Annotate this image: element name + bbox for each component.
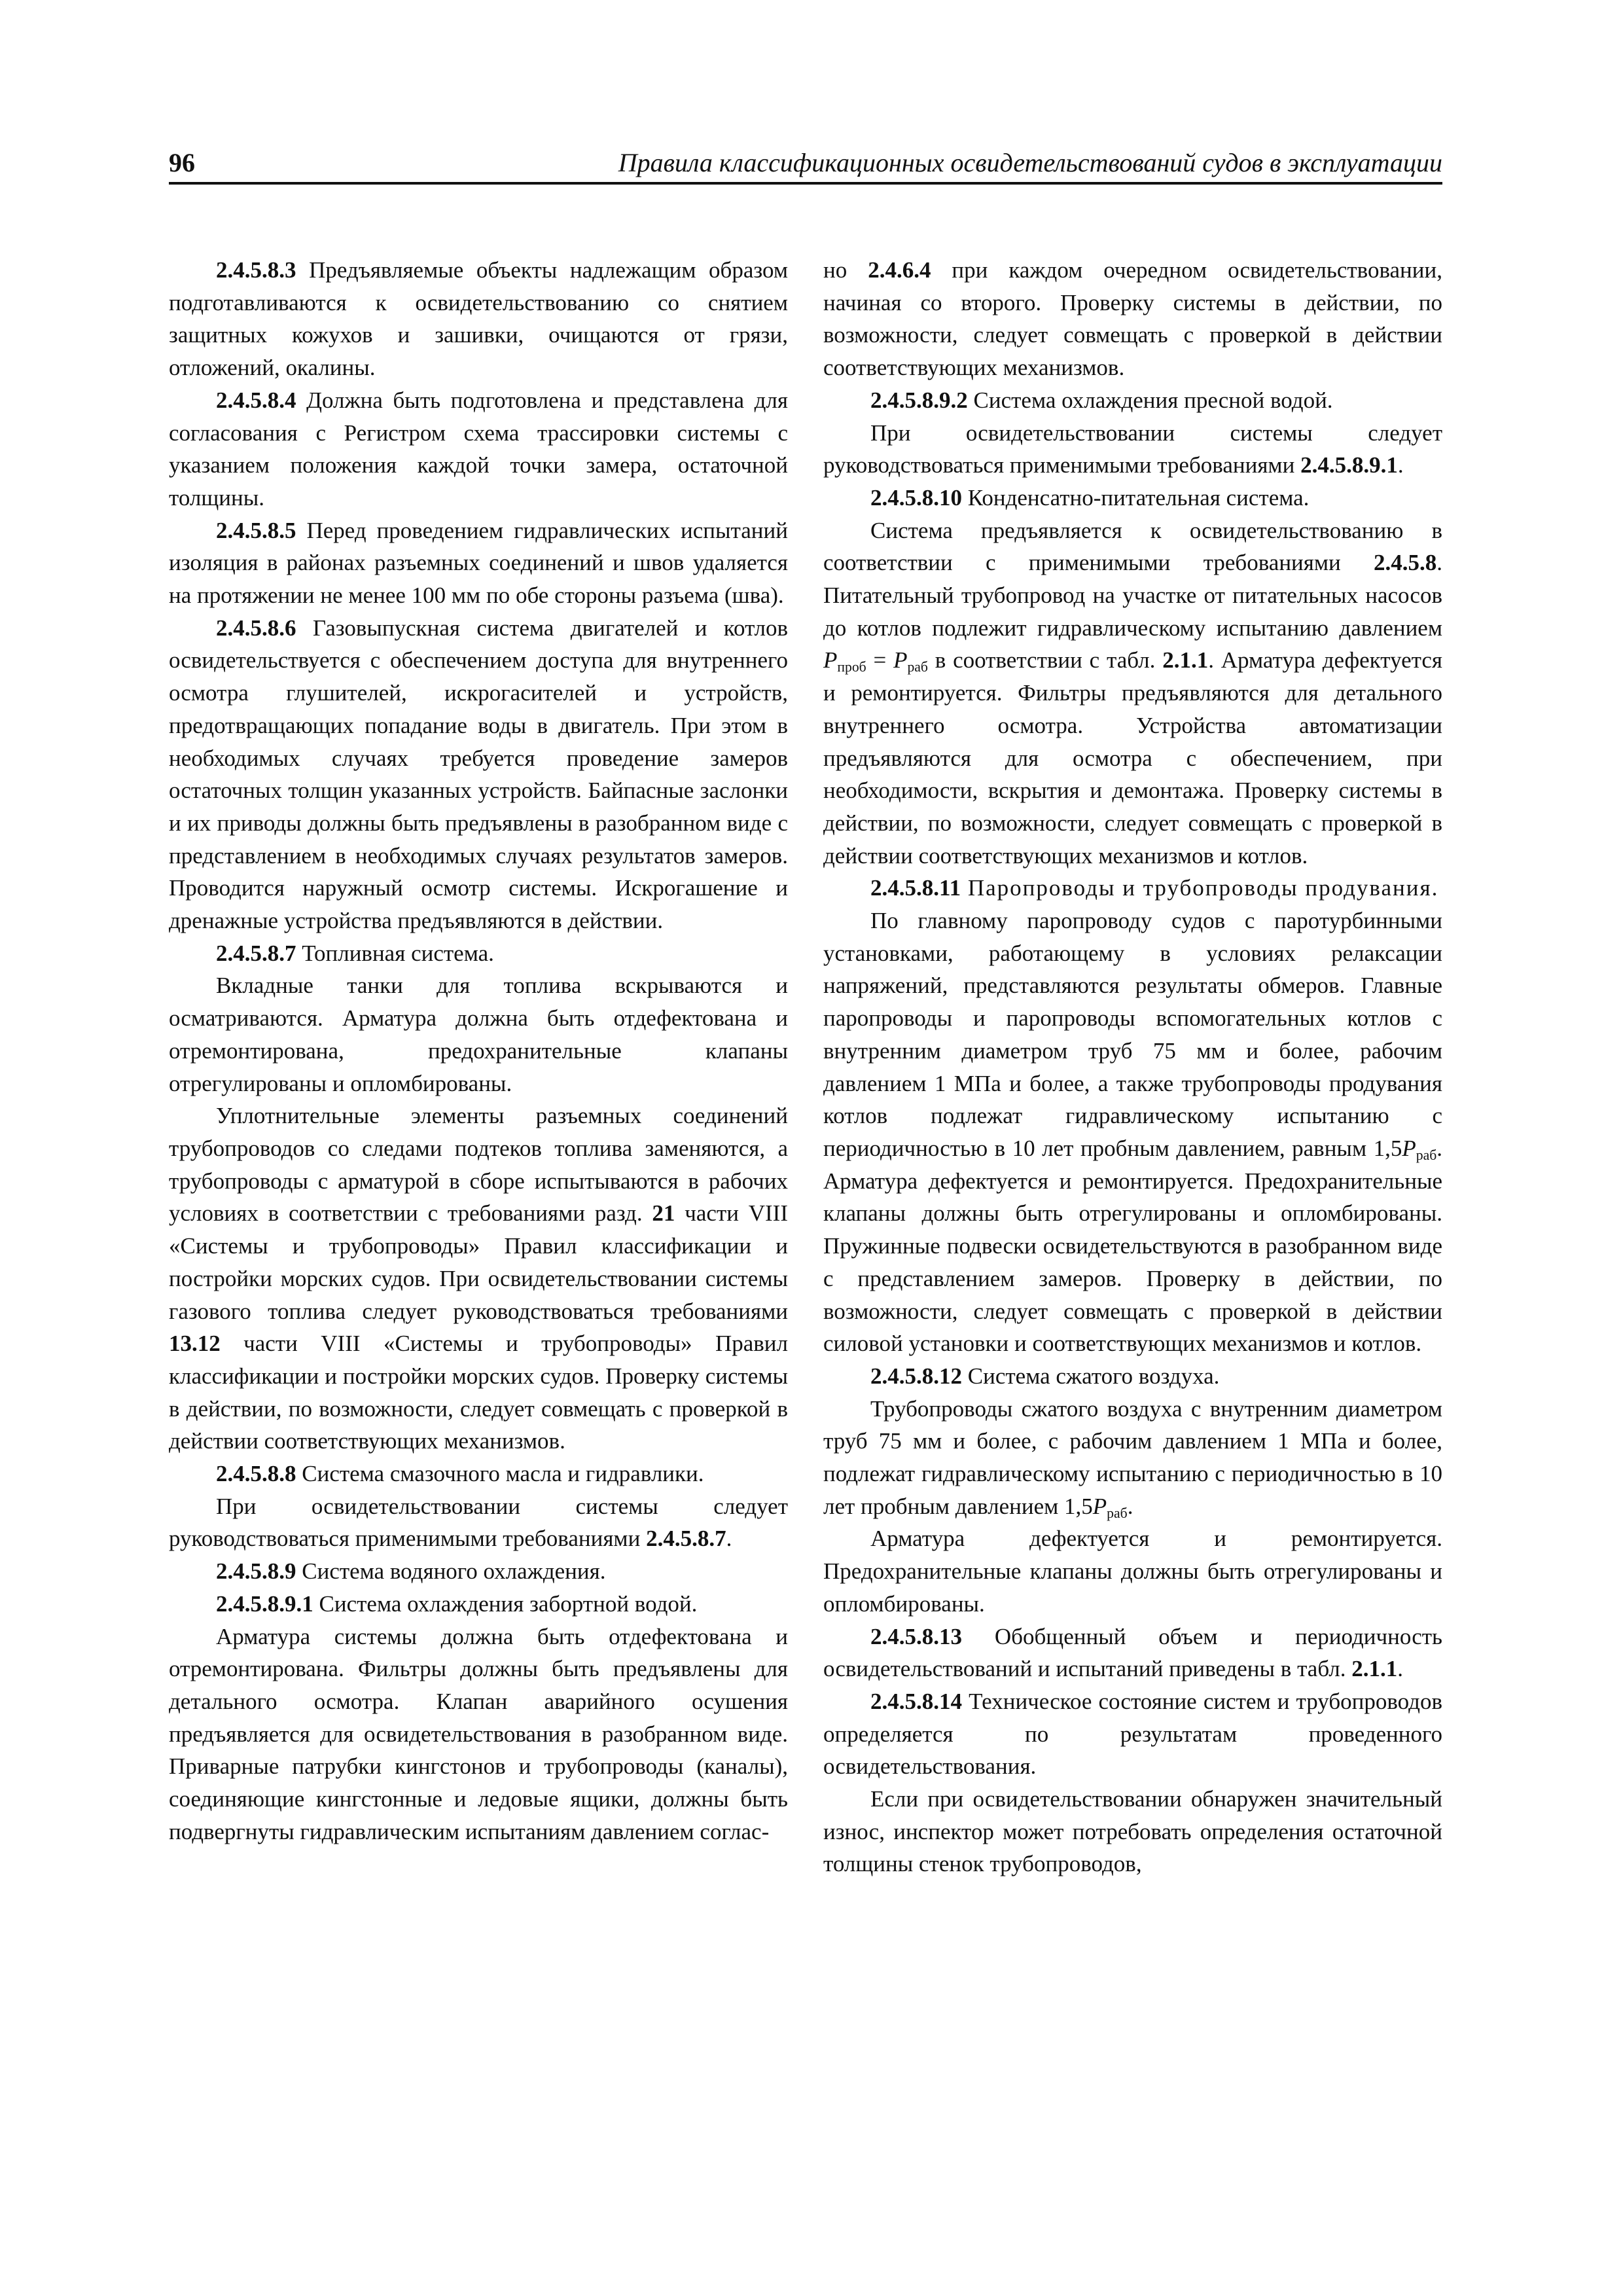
pressure-symbol: P <box>823 647 838 673</box>
clause-number: 2.4.5.8.8 <box>216 1461 296 1487</box>
paragraph-text: Система сжатого воздуха. <box>962 1363 1220 1389</box>
page-number: 96 <box>169 148 195 177</box>
paragraph-air-valves <box>823 1522 1442 1620</box>
paragraph-text: При освидетельствовании системы следует руководствоваться применимыми требованиями <box>169 1493 788 1552</box>
paragraph-continuation <box>823 254 1442 384</box>
section-reference: 21 <box>652 1200 675 1227</box>
paragraph-wear <box>823 1783 1442 1880</box>
paragraph-2-4-5-8-5 <box>169 514 788 612</box>
section-reference: 2.4.5.8.7 <box>646 1526 726 1552</box>
paragraph-text: Паропроводы и трубопроводы продувания. <box>961 875 1439 901</box>
paragraph-text: По главному паропроводу судов с паротурбинными установками, работающему в условиях релаксации напряжений, представляются результаты обмеров. Главные паропроводы и паропроводы вспомогательных котлов с внутренним диаметром труб 75 мм и более, рабочим давлением 1 МПа и более, а также трубопроводы продувания котлов подлежат гидравлическому испытанию с периодичностью в 10 лет пробным давлением, равным 1,5 <box>823 908 1442 1161</box>
paragraph-2-4-5-8-6 <box>169 612 788 937</box>
paragraph-text: Арматура системы должна быть отдефектована и отремонтирована. Фильтры должны быть предъявлены для детального осмотра. Клапан аварийного осушения предъявляется для освидетельствования в разобранном виде. Приварные патрубки кингстонов и трубопроводы (каналы), соединяющие кингстонные и ледовые ящики, должны быть подвергнуты гидравлическим испытаниям давлением соглас- <box>169 1623 788 1844</box>
paragraph-text: Система предъявляется к освидетельствованию в соответствии с применимыми требованиями <box>823 517 1442 576</box>
section-reference: 2.4.6.4 <box>868 257 931 283</box>
paragraph-2-4-5-8-9-2 <box>823 384 1442 417</box>
paragraph-text: но <box>823 257 868 283</box>
paragraph-text: Трубопроводы сжатого воздуха с внутренним диаметром труб 75 мм и более, с рабочим давлением 1 МПа и более, подлежат гидравлическому испытанию с периодичностью в 10 лет пробным давлением 1,5 <box>823 1395 1442 1519</box>
clause-number: 2.4.5.8.12 <box>870 1363 962 1389</box>
paragraph-2-4-5-8-13 <box>823 1621 1442 1685</box>
paragraph-text: . <box>1397 452 1404 478</box>
paragraph-text: Топливная система. <box>296 940 494 966</box>
left-column <box>169 254 788 1848</box>
table-reference: 2.1.1 <box>1351 1656 1398 1682</box>
paragraph-2-4-5-8-4 <box>169 384 788 514</box>
paragraph-2-4-5-8-9 <box>169 1555 788 1588</box>
paragraph-freshwater <box>823 417 1442 482</box>
pressure-symbol: P <box>1402 1135 1416 1161</box>
pressure-subscript: раб <box>1107 1505 1128 1521</box>
paragraph-text: . <box>1397 1656 1403 1682</box>
paragraph-text: . <box>1127 1493 1133 1519</box>
paragraph-text: Система охлаждения забортной водой. <box>313 1590 698 1617</box>
clause-number: 2.4.5.8.9 <box>216 1558 296 1585</box>
clause-number: 2.4.5.8.4 <box>216 387 296 413</box>
paragraph-2-4-5-8-8 <box>169 1458 788 1490</box>
clause-number: 2.4.5.8.11 <box>870 875 961 901</box>
paragraph-2-4-5-8-10 <box>823 482 1442 514</box>
paragraph-fuel-tanks <box>169 969 788 1100</box>
paragraph-2-4-5-8-14 <box>823 1685 1442 1783</box>
paragraph-text: Обобщенный объем и периодичность освидетельствований и испытаний приведены в табл. <box>823 1623 1442 1682</box>
paragraph-compressed-air <box>823 1393 1442 1523</box>
paragraph-text: в соответствии с табл. <box>927 647 1163 673</box>
paragraph-text: Уплотнительные элементы разъемных соединений трубопроводов со следами подтеков топлива заменяются, а трубопроводы с арматурой в сборе испытываются в рабочих условиях в соответствии с требованиями разд. <box>169 1103 788 1227</box>
clause-number: 2.4.5.8.9.2 <box>870 387 968 413</box>
paragraph-text: При освидетельствовании системы следует руководствоваться применимыми требованиями <box>823 420 1442 478</box>
paragraph-lube-oil <box>169 1490 788 1555</box>
clause-number: 2.4.5.8.14 <box>870 1688 962 1714</box>
paragraph-2-4-5-8-11 <box>823 872 1442 905</box>
paragraph-text: . Питательный трубопровод на участке от питательных насосов до котлов подлежит гидравлическому испытанию давлением <box>823 550 1442 641</box>
paragraph-text: Предъявляемые объекты надлежащим образом подготавливаются к освидетельствованию со снятием защитных кожухов и зашивки, очищаются от грязи, отложений, окалины. <box>169 257 788 381</box>
clause-number: 2.4.5.8.7 <box>216 940 296 966</box>
pressure-subscript: раб <box>907 659 928 675</box>
pressure-symbol: P <box>893 647 908 673</box>
section-reference: 13.12 <box>169 1331 221 1357</box>
clause-number: 2.4.5.8.13 <box>870 1623 962 1649</box>
paragraph-text: Техническое состояние систем и трубопроводов определяется по результатам проведенного освидетельствования. <box>823 1688 1442 1780</box>
page-header <box>169 135 1442 185</box>
paragraph-text: Если при освидетельствовании обнаружен значительный износ, инспектор может потребовать определения остаточной толщины стенок трубопроводов, <box>823 1786 1442 1877</box>
pressure-subscript: раб <box>1416 1147 1437 1164</box>
paragraph-text: части VIII «Системы и трубопроводы» Правил классификации и постройки морских судов. При освидетельствовании системы газового топлива следует руководствоваться требованиями <box>169 1200 788 1324</box>
paragraph-text: части VIII «Системы и трубопроводы» Правил классификации и постройки морских судов. Проверку системы в действии, по возможности, следует совмещать с проверкой в действии соответствующих механизмов. <box>169 1331 788 1454</box>
paragraph-fuel-seals <box>169 1100 788 1458</box>
right-column <box>823 254 1442 1880</box>
clause-number: 2.4.5.8.5 <box>216 517 296 543</box>
paragraph-text: Система охлаждения пресной водой. <box>967 387 1333 413</box>
pressure-symbol: P <box>1092 1493 1107 1519</box>
paragraph-text: Вкладные танки для топлива вскрываются и осматриваются. Арматура должна быть отдефектована и отремонтирована, предохранительные клапаны отрегулированы и опломбированы. <box>169 973 788 1096</box>
paragraph-text: . Арматура дефектуется и ремонтируется. Фильтры предъявляются для детального внутреннего осмотра. Устройства автоматизации предъявляются для осмотра с обеспечением, при необходимости, вскрытия и демонтажа. Проверку системы в действии, по возможности, следует совмещать с проверкой в действии соответствующих механизмов и котлов. <box>823 647 1442 869</box>
paragraph-text: Арматура дефектуется и ремонтируется. Предохранительные клапаны должны быть отрегулированы и опломбированы. <box>823 1526 1442 1617</box>
paragraph-steam-pipes <box>823 905 1442 1360</box>
pressure-subscript: проб <box>837 659 866 675</box>
paragraph-text: . Арматура дефектуется и ремонтируется. Предохранительные клапаны должны быть отрегулированы и опломбированы. Пружинные подвески освидетельствуются в разобранном виде с представлением замеров. Проверку в действии, по возможности, следует совмещать с проверкой в действии силовой установки и соответствующих механизмов и котлов. <box>823 1135 1442 1357</box>
equals-sign: = <box>866 647 894 673</box>
clause-number: 2.4.5.8.3 <box>216 257 296 283</box>
clause-number: 2.4.5.8.10 <box>870 484 962 511</box>
table-reference: 2.1.1 <box>1162 647 1209 673</box>
paragraph-2-4-5-8-7 <box>169 937 788 970</box>
paragraph-text: Конденсатно-питательная система. <box>962 484 1310 511</box>
clause-number: 2.4.5.8.6 <box>216 615 296 641</box>
paragraph-text: Система смазочного масла и гидравлики. <box>296 1461 704 1487</box>
paragraph-text: . <box>726 1526 732 1552</box>
paragraph-text: Система водяного охлаждения. <box>296 1558 606 1585</box>
section-reference: 2.4.5.8.9.1 <box>1300 452 1398 478</box>
paragraph-text: Газовыпускная система двигателей и котлов освидетельствуется с обеспечением доступа для внутреннего осмотра глушителей, искрогасителей и устройств, предотвращающих попадание воды в двигатель. При этом в необходимых случаях требуется проведение замеров остаточных толщин указанных устройств. Байпасные заслонки и их приводы должны быть предъявлены в разобранном виде с представлением в необходимых случаях результатов замеров. Проводится наружный осмотр системы. Искрогашение и дренажные устройства предъявляются в действии. <box>169 615 788 934</box>
paragraph-text: Перед проведением гидравлических испытаний изоляция в районах разъемных соединений и швов удаляется на протяжении не менее 100 мм по обе стороны разъема (шва). <box>169 517 788 609</box>
paragraph-seawater-valves <box>169 1621 788 1848</box>
running-title: Правила классификационных освидетельствований судов в эксплуатации <box>618 148 1442 177</box>
paragraph-2-4-5-8-12 <box>823 1360 1442 1393</box>
section-reference: 2.4.5.8 <box>1374 550 1437 576</box>
paragraph-2-4-5-8-3 <box>169 254 788 384</box>
clause-number: 2.4.5.8.9.1 <box>216 1590 313 1617</box>
paragraph-feed-system <box>823 514 1442 872</box>
paragraph-text: Должна быть подготовлена и представлена для согласования с Регистром схема трассировки системы с указанием положения каждой точки замера, остаточной толщины. <box>169 387 788 511</box>
paragraph-text: при каждом очередном освидетельствовании, начиная со второго. Проверку системы в действии, по возможности, следует совмещать с проверкой в действии соответствующих механизмов. <box>823 257 1443 381</box>
paragraph-2-4-5-8-9-1 <box>169 1588 788 1621</box>
